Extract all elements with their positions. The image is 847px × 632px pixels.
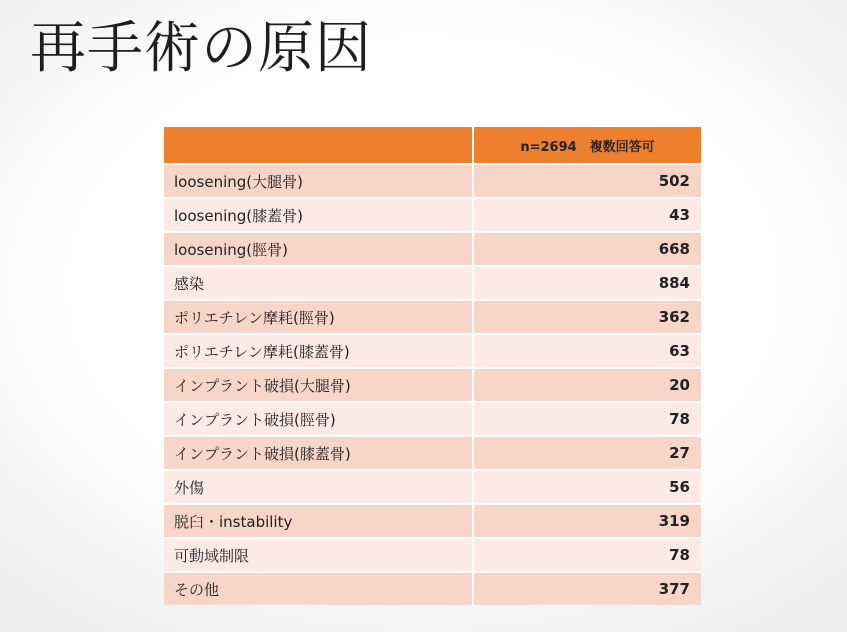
cause-count: 20 bbox=[473, 368, 701, 402]
cause-label: ポリエチレン摩耗(脛骨) bbox=[164, 300, 473, 334]
table-header bbox=[164, 127, 701, 164]
cause-count: 377 bbox=[473, 572, 701, 605]
cause-count: 319 bbox=[473, 504, 701, 538]
table-row bbox=[164, 504, 701, 538]
cause-label: インプラント破損(大腿骨) bbox=[164, 368, 473, 402]
cause-label: 脱臼・instability bbox=[164, 504, 473, 538]
slide-title: 再手術の原因 bbox=[30, 16, 372, 81]
table-row bbox=[164, 334, 701, 368]
cause-label: 外傷 bbox=[164, 470, 473, 504]
table-row bbox=[164, 538, 701, 572]
cause-label: その他 bbox=[164, 572, 473, 605]
table-row bbox=[164, 266, 701, 300]
cause-label: 感染 bbox=[164, 266, 473, 300]
table-row bbox=[164, 572, 701, 605]
table-row bbox=[164, 232, 701, 266]
cause-count: 78 bbox=[473, 538, 701, 572]
cause-label: 可動域制限 bbox=[164, 538, 473, 572]
table-row bbox=[164, 300, 701, 334]
cause-count: 63 bbox=[473, 334, 701, 368]
reoperation-causes-table bbox=[164, 127, 701, 605]
cause-count: 668 bbox=[473, 232, 701, 266]
cause-count: 78 bbox=[473, 402, 701, 436]
table-row bbox=[164, 436, 701, 470]
table-row bbox=[164, 368, 701, 402]
header-cell-sample-size: n=2694 複数回答可 bbox=[473, 127, 701, 164]
cause-label: loosening(大腿骨) bbox=[164, 164, 473, 198]
cause-count: 27 bbox=[473, 436, 701, 470]
cause-label: インプラント破損(脛骨) bbox=[164, 402, 473, 436]
table-body bbox=[164, 164, 701, 605]
cause-label: loosening(脛骨) bbox=[164, 232, 473, 266]
cause-count: 43 bbox=[473, 198, 701, 232]
header-cell-label bbox=[164, 127, 473, 164]
cause-count: 502 bbox=[473, 164, 701, 198]
table-row bbox=[164, 198, 701, 232]
table-row bbox=[164, 164, 701, 198]
cause-count: 56 bbox=[473, 470, 701, 504]
table-row bbox=[164, 470, 701, 504]
cause-label: loosening(膝蓋骨) bbox=[164, 198, 473, 232]
cause-label: ポリエチレン摩耗(膝蓋骨) bbox=[164, 334, 473, 368]
header-row bbox=[164, 127, 701, 164]
table-row bbox=[164, 402, 701, 436]
cause-count: 362 bbox=[473, 300, 701, 334]
cause-label: インプラント破損(膝蓋骨) bbox=[164, 436, 473, 470]
cause-count: 884 bbox=[473, 266, 701, 300]
